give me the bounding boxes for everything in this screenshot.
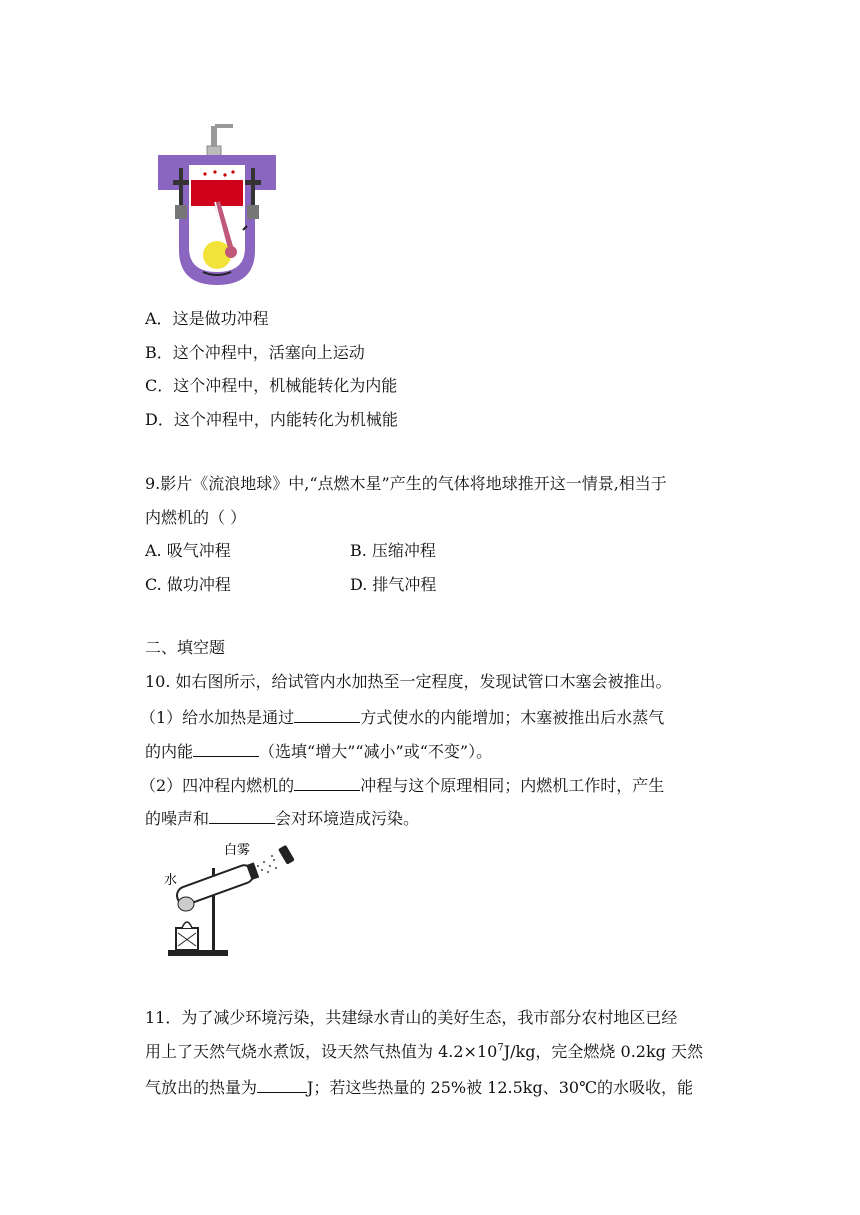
text-segment: （选填“增大”“减小”或“不变”）。 (259, 742, 493, 761)
answer-blank[interactable] (294, 706, 360, 723)
text-segment: 冲程与这个原理相同；内燃机工作时，产生 (360, 776, 665, 795)
text-segment: 的内能 (145, 742, 194, 761)
q11-line1: 11．为了减少环境污染，共建绿水青山的美好生态，我市部分农村地区已经 (145, 1008, 678, 1027)
q10-part1-line2 (145, 740, 492, 762)
option-letter: B． (145, 343, 173, 362)
exponent: 7 (497, 1042, 504, 1054)
option-text: 这个冲程中，机械能转化为内能 (173, 376, 398, 395)
q10-stem: 10. 如右图所示，给试管内水加热至一定程度，发现试管口木塞会被推出。 (145, 672, 672, 691)
section-title: 二、填空题 (145, 638, 226, 657)
q8-option-b (145, 343, 365, 363)
q10-part1-line1 (140, 706, 664, 728)
option-text: 这个冲程中，内能转化为机械能 (173, 410, 398, 429)
answer-blank[interactable] (257, 1076, 307, 1093)
q8-option-a (145, 309, 269, 329)
label-water: 水 (164, 873, 178, 888)
option-letter: D． (145, 410, 174, 429)
q10-part2-line2 (145, 807, 419, 829)
text-segment: 会对环境造成污染。 (275, 809, 420, 828)
q9-stem-line1: 9.影片《流浪地球》中,“点燃木星”产生的气体将地球推开这一情景,相当于 (145, 474, 667, 493)
text-segment: （1）给水加热是通过 (140, 708, 295, 727)
text-segment: （2）四冲程内燃机的 (140, 776, 295, 795)
q10-part2-line1 (140, 774, 664, 796)
text-segment: J；若这些热量的 25%被 12.5kg、30℃的水吸收，能 (307, 1078, 693, 1097)
text-segment: 气放出的热量为 (145, 1078, 258, 1097)
q11-line2 (145, 1042, 703, 1062)
test-tube-figure (158, 838, 298, 963)
text-segment: 用上了天然气烧水煮饭，设天然气热值为 4.2×10 (145, 1042, 498, 1061)
text-segment: 方式使水的内能增加；木塞被推出后水蒸气 (360, 708, 665, 727)
text-segment: 的噪声和 (145, 809, 210, 828)
answer-blank[interactable] (294, 774, 360, 791)
option-text: 这是做功冲程 (172, 309, 269, 328)
q9-option-b: B. 压缩冲程 (350, 541, 436, 560)
label-fog: 白雾 (224, 843, 251, 858)
option-letter: A． (145, 309, 173, 328)
q9-option-c: C. 做功冲程 (145, 575, 231, 594)
text-segment: J/kg，完全燃烧 0.2kg 天然 (503, 1042, 703, 1061)
engine-stroke-diagram (155, 120, 280, 290)
answer-blank[interactable] (193, 740, 259, 757)
q11-line3 (145, 1076, 693, 1098)
q9-stem-line2: 内燃机的（ ） (145, 508, 247, 527)
answer-blank[interactable] (209, 807, 275, 824)
q8-option-c (145, 376, 397, 396)
q9-option-d: D. 排气冲程 (350, 575, 437, 594)
option-text: 这个冲程中，活塞向上运动 (172, 343, 365, 362)
q8-option-d (145, 410, 398, 430)
option-letter: C． (145, 376, 174, 395)
q9-option-a: A. 吸气冲程 (145, 541, 231, 560)
